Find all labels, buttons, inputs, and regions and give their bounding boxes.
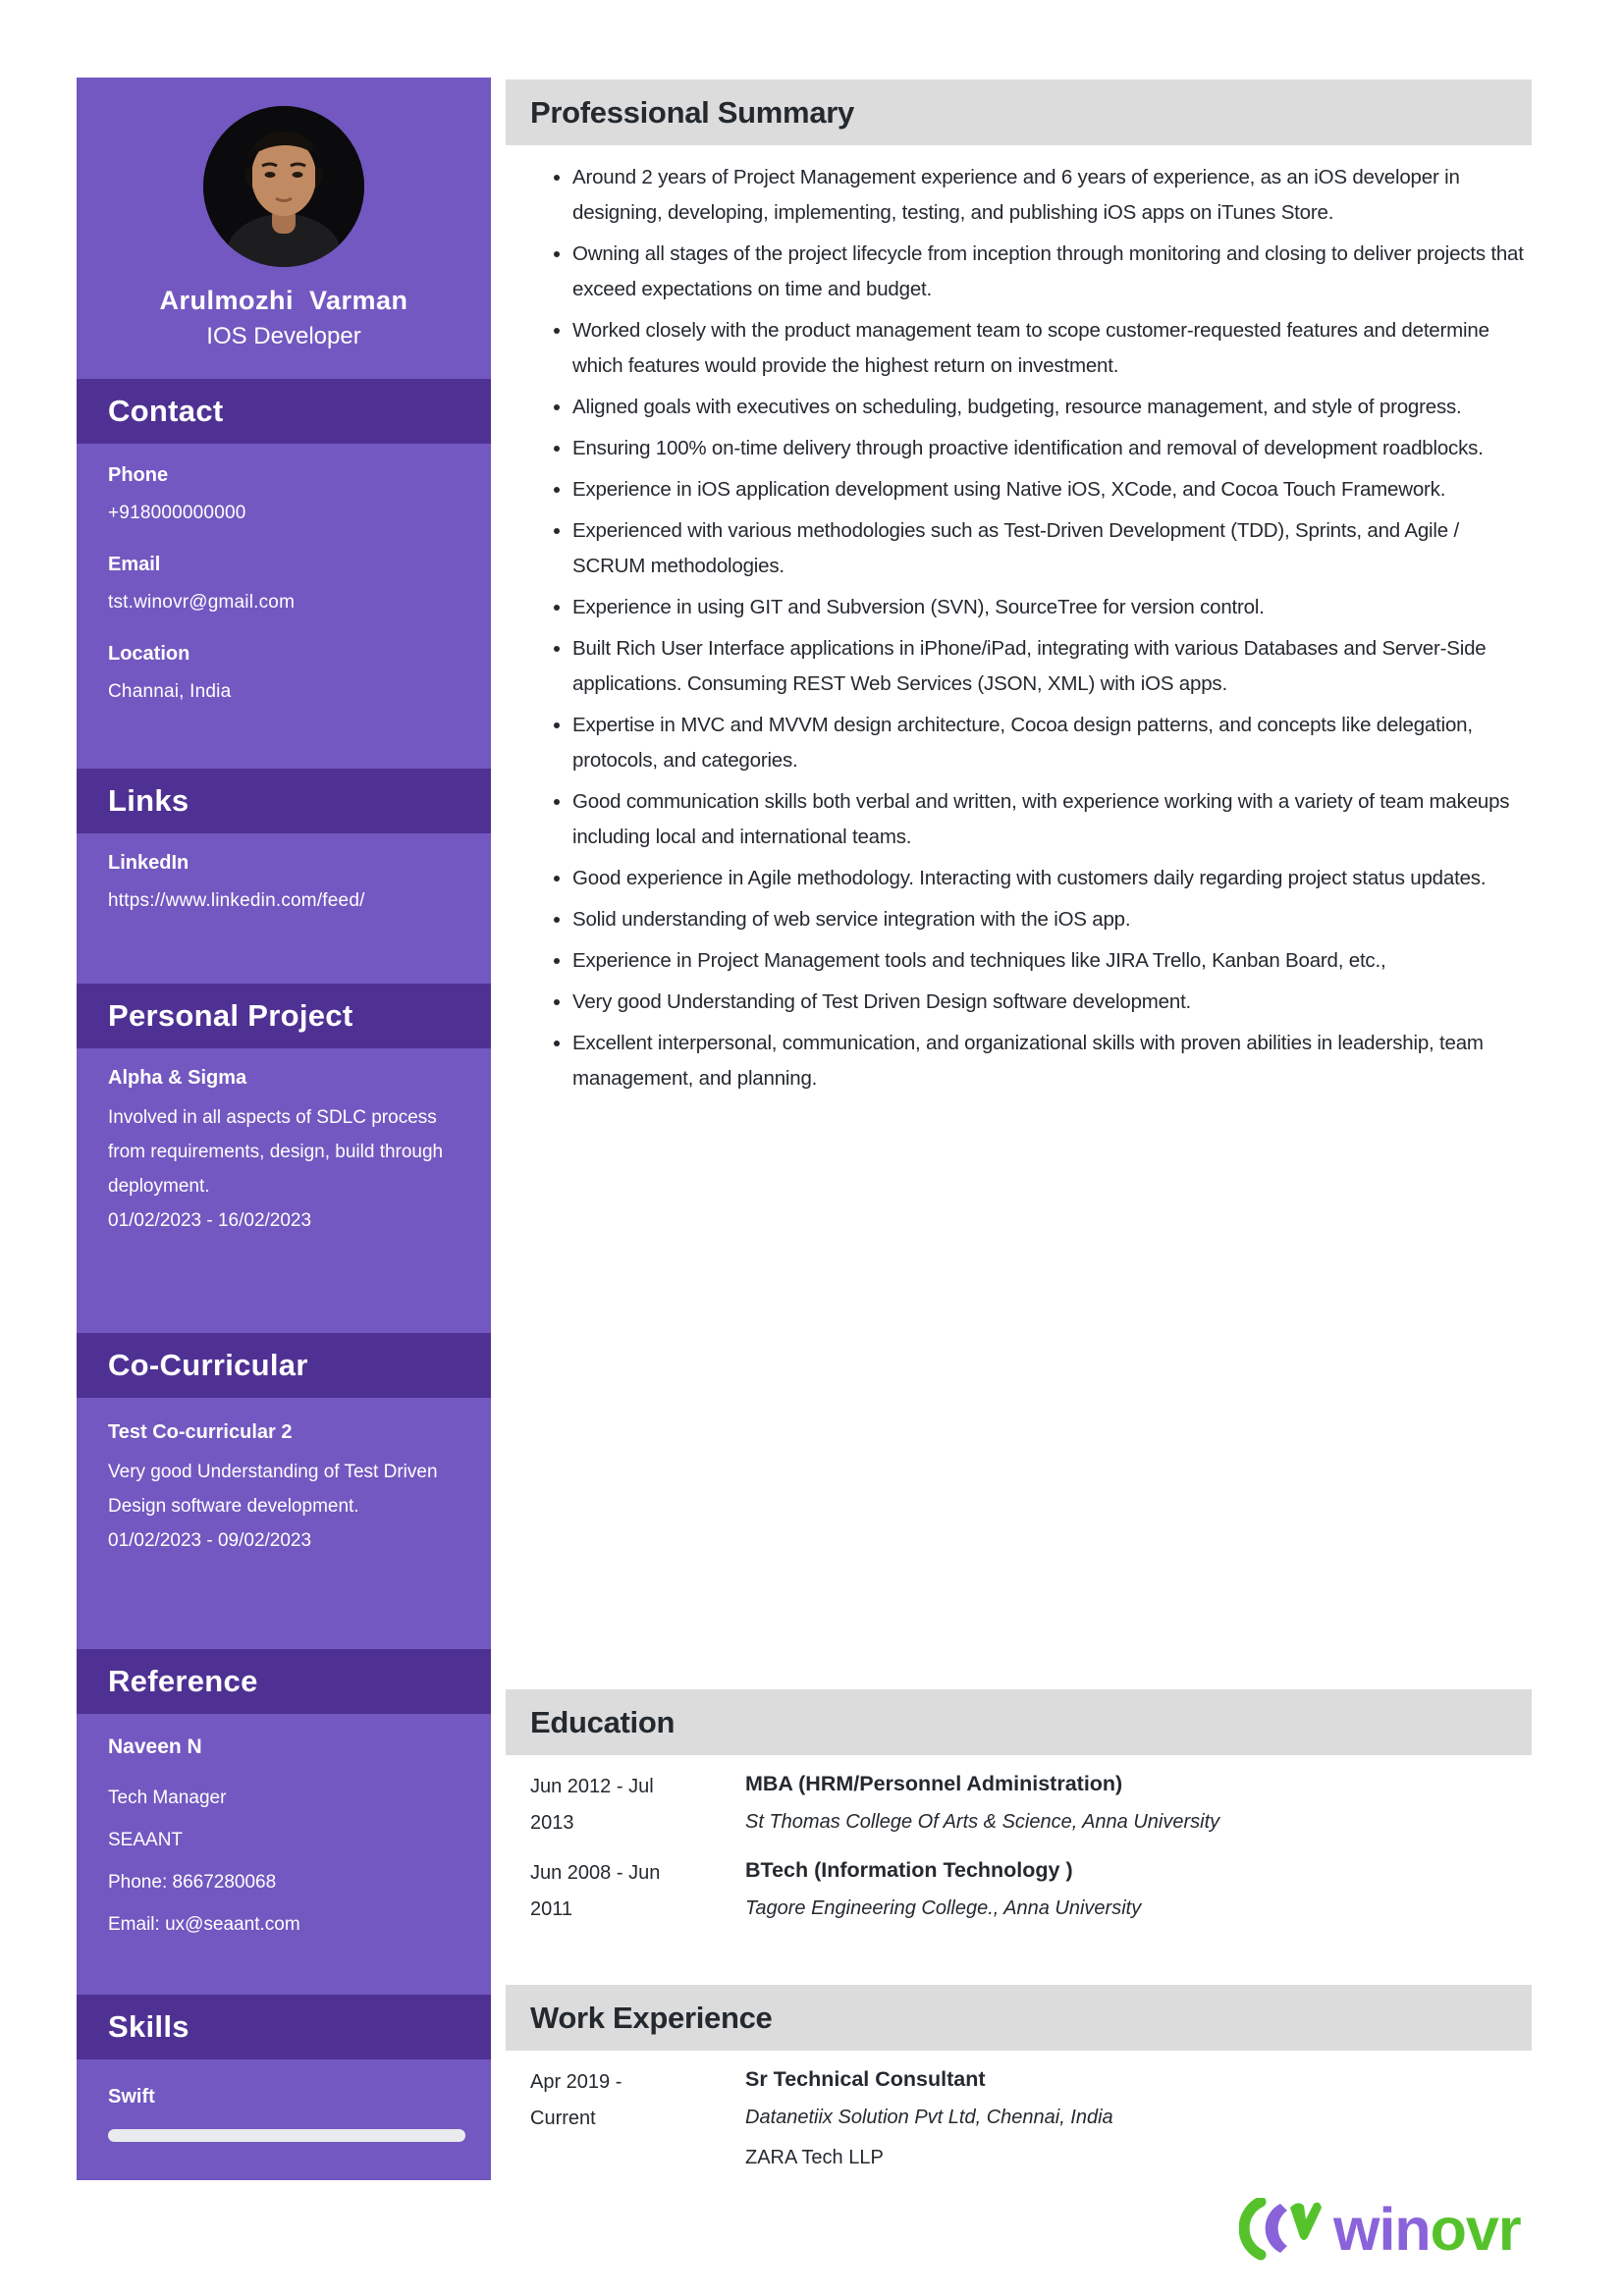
sidebar: [77, 78, 491, 2180]
identity-block: [77, 286, 491, 350]
contact-block: [108, 464, 463, 732]
professional-summary-list: [506, 160, 1532, 1102]
summary-bullet: • Expertise in MVC and MVVM design architecture, Cocoa design patterns, and concepts like delegation, protocols, and categories.: [572, 708, 1532, 778]
summary-bullet: • Excellent interpersonal, communication, and organizational skills with proven abilities in leadership, team management, and planning.: [572, 1026, 1532, 1096]
section-header-skills: [77, 1995, 491, 2059]
section-header-links: [77, 769, 491, 833]
work-experience-heading: Work Experience: [530, 2000, 773, 2035]
reference-heading: Reference: [108, 1664, 258, 1698]
work-role: Sr Technical Consultant: [745, 2067, 986, 2091]
summary-bullet: • Experience in iOS application development using Native iOS, XCode, and Cocoa Touch Framework.: [572, 472, 1532, 507]
skills-block: [108, 2086, 463, 2142]
work-extra: ZARA Tech LLP: [745, 2147, 884, 2168]
summary-bullet: • Built Rich User Interface applications in iPhone/iPad, integrating with various Databases and Server-Side applications. Consuming REST Web Services (JSON, XML) with iOS apps.: [572, 631, 1532, 702]
section-header-contact: [77, 379, 491, 444]
email-label: Email: [108, 554, 161, 575]
project-dates: 01/02/2023 - 16/02/2023: [108, 1210, 312, 1231]
summary-bullet: • Owning all stages of the project lifecycle from inception through monitoring and closing to deliver projects that exceed expectations on time and budget.: [572, 237, 1532, 307]
phone-value: +918000000000: [108, 503, 246, 523]
education-entry: [530, 1769, 1532, 1842]
summary-bullet: • Very good Understanding of Test Driven Design software development.: [572, 985, 1532, 1020]
person-title: IOS Developer: [206, 323, 361, 349]
summary-bullet: • Good communication skills both verbal and written, with experience working with a variety of team makeups including local and international teams.: [572, 784, 1532, 855]
education-dates: Jun 2008 - Jun 2011: [530, 1862, 661, 1920]
project-title: Alpha & Sigma: [108, 1067, 247, 1089]
reference-email: Email: ux@seaant.com: [108, 1914, 300, 1935]
skill-bar-track: [108, 2129, 465, 2142]
summary-bullet: • Ensuring 100% on-time delivery through proactive identification and removal of development roadblocks.: [572, 431, 1532, 466]
work-company: Datanetiix Solution Pvt Ltd, Chennai, India: [745, 2107, 1113, 2128]
reference-company: SEAANT: [108, 1830, 184, 1850]
co-curricular-title: Test Co-curricular 2: [108, 1421, 293, 1443]
education-school: St Thomas College Of Arts & Science, Anna University: [745, 1811, 1220, 1833]
skills-heading: Skills: [108, 2009, 189, 2044]
summary-bullet: • Worked closely with the product management team to scope customer-requested features and determine which features would provide the highest return on investment.: [572, 313, 1532, 384]
email-value: tst.winovr@gmail.com: [108, 592, 296, 613]
profile-photo-wrap: [77, 106, 491, 267]
location-value: Channai, India: [108, 681, 232, 702]
section-header-professional-summary: [506, 80, 1532, 145]
person-name: Arulmozhi Varman: [159, 286, 408, 315]
co-curricular-block: [108, 1421, 463, 1558]
summary-bullet: • Around 2 years of Project Management experience and 6 years of experience, as an iOS developer in designing, developing, implementing, testing, and publishing iOS apps on iTunes Store.: [572, 160, 1532, 231]
education-list: [506, 1769, 1532, 1942]
section-header-reference: [77, 1649, 491, 1714]
linkedin-label: LinkedIn: [108, 852, 189, 874]
education-entry: [530, 1855, 1532, 1928]
section-header-work-experience: [506, 1985, 1532, 2051]
skill-bar-fill: [108, 2129, 465, 2142]
summary-bullet: • Experience in using GIT and Subversion (SVN), SourceTree for version control.: [572, 590, 1532, 625]
winovr-logo-text: [1333, 2195, 1521, 2264]
education-school: Tagore Engineering College., Anna University: [745, 1897, 1142, 1919]
summary-bullet: • Good experience in Agile methodology. Interacting with customers daily regarding project status updates.: [572, 861, 1532, 896]
contact-heading: Contact: [108, 394, 224, 428]
section-header-personal-project: [77, 984, 491, 1048]
project-description: Involved in all aspects of SDLC process from requirements, design, build through deployment.: [108, 1107, 444, 1197]
linkedin-url[interactable]: https://www.linkedin.com/feed/: [108, 890, 365, 911]
reference-phone: Phone: 8667280068: [108, 1872, 277, 1893]
portrait-illustration: [203, 106, 364, 267]
location-label: Location: [108, 643, 190, 665]
education-dates: Jun 2012 - Jul 2013: [530, 1776, 654, 1834]
reference-block: [108, 1735, 463, 1946]
winovr-logo: [1239, 2195, 1521, 2264]
personal-project-heading: Personal Project: [108, 998, 353, 1033]
co-curricular-description: Very good Understanding of Test Driven Design software development.: [108, 1462, 438, 1517]
work-dates: Apr 2019 - Current: [530, 2071, 622, 2129]
links-block: [108, 852, 463, 941]
education-degree: BTech (Information Technology ): [745, 1858, 1073, 1882]
section-header-education: [506, 1689, 1532, 1755]
skill-name: Swift: [108, 2086, 155, 2108]
winovr-logo-icon: [1239, 2198, 1324, 2261]
professional-summary-heading: Professional Summary: [530, 94, 854, 130]
summary-bullet: • Aligned goals with executives on scheduling, budgeting, resource management, and style of progress.: [572, 390, 1532, 425]
links-heading: Links: [108, 783, 189, 818]
section-header-co-curricular: [77, 1333, 491, 1398]
summary-bullet: • Experienced with various methodologies such as Test-Driven Development (TDD), Sprints, and Agile / SCRUM methodologies.: [572, 513, 1532, 584]
profile-photo: [203, 106, 364, 267]
work-experience-list: [506, 2064, 1532, 2186]
education-degree: MBA (HRM/Personnel Administration): [745, 1772, 1123, 1795]
summary-bullet: • Solid understanding of web service integration with the iOS app.: [572, 902, 1532, 937]
personal-project-block: [108, 1067, 463, 1238]
co-curricular-heading: Co-Curricular: [108, 1348, 308, 1382]
education-heading: Education: [530, 1704, 676, 1739]
summary-bullet: • Experience in Project Management tools and techniques like JIRA Trello, Kanban Board, etc.,: [572, 943, 1532, 979]
logo-text-win: win: [1333, 2196, 1431, 2263]
work-entry: [530, 2064, 1532, 2172]
reference-name: Naveen N: [108, 1735, 202, 1758]
co-curricular-dates: 01/02/2023 - 09/02/2023: [108, 1530, 312, 1551]
reference-role: Tech Manager: [108, 1788, 227, 1808]
logo-text-ovr: ovr: [1430, 2196, 1521, 2263]
phone-label: Phone: [108, 464, 169, 486]
